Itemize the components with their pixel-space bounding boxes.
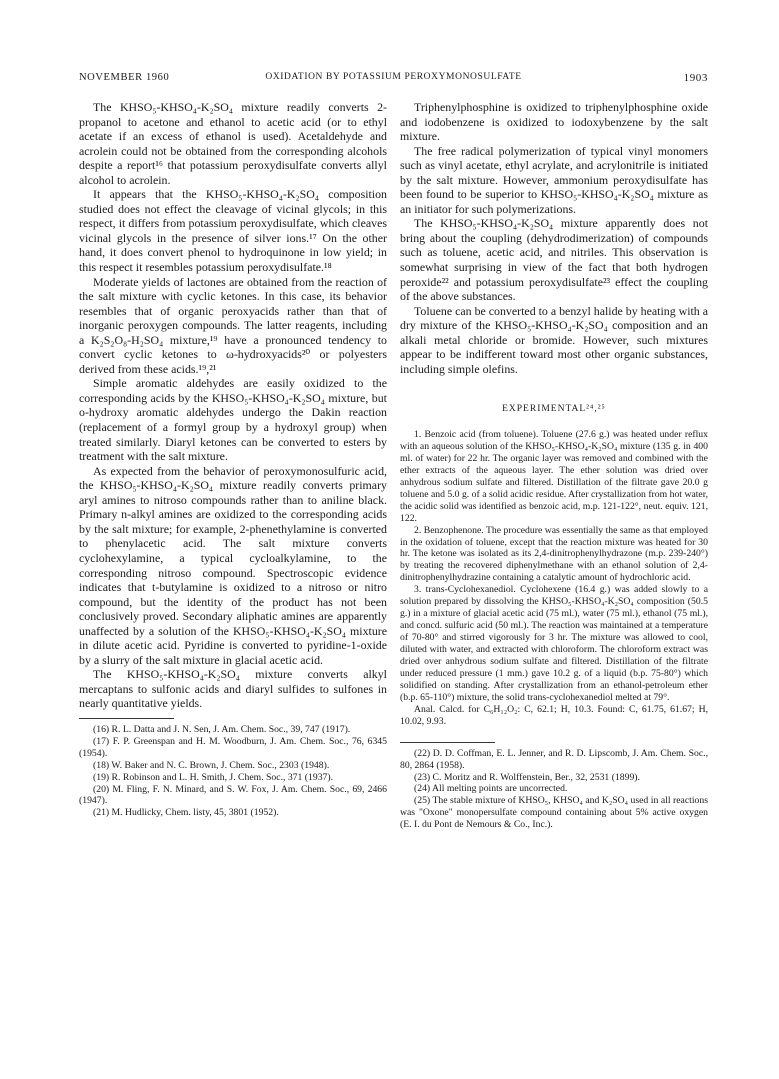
body-paragraph: The free radical polymerization of typical vinyl monomers such as vinyl acetate, ethyl acrylate, and acrylonitrile is initiated by the salt mixture. However, ammonium peroxydisulfate has been found to be superior to KHSO₅-KHSO₄-K₂SO₄ mixture as an initiator for such polymerizations.	[400, 143, 708, 216]
footnote: (21) M. Hudlicky, Chem. listy, 45, 3801 (1952).	[93, 807, 279, 819]
body-paragraph: It appears that the KHSO₅-KHSO₄-K₂SO₄ composition studied does not effect the cleavage of vicinal glycols; in this respect, it differs from potassium peroxydisulfate, which cleaves vicinal glycols in the presence of silver ions.¹⁷ On the other hand, it does convert phenol to hydroquinone in low yield; in this respect it resembles potassium peroxydisulfate.¹⁸	[79, 187, 387, 275]
body-paragraph: Simple aromatic aldehydes are easily oxidized to the corresponding acids by the KHSO₅-KHSO₄-K₂SO₄ mixture, but o-hydroxy aromatic aldehydes undergo the Dakin reaction (replacement of a formyl group by a hydroxyl group) when treated similarly. Diaryl ketones can be converted to esters by treatment with the salt mixture.	[79, 376, 387, 464]
footnote: (20) M. Fling, F. N. Minard, and S. W. Fox, J. Am. Chem. Soc., 69, 2466 (1947).	[79, 783, 387, 807]
body-paragraph: The KHSO₅-KHSO₄-K₂SO₄ mixture apparently does not bring about the coupling (dehydrodimerization) of compounds such as toluene, acetic acid, and nitriles. This observation is somewhat surprising in view of the fact that both hydrogen peroxide²² and potassium peroxydisulfate²³ effect the coupling of the above substances.	[400, 216, 708, 304]
body-paragraph: The KHSO₅-KHSO₄-K₂SO₄ mixture converts alkyl mercaptans to sulfonic acids and diaryl sulfides to sulfones in nearly quantitative yields.	[79, 667, 387, 711]
experimental-paragraph: 2. Benzophenone. The procedure was essentially the same as that employed in the oxidation of toluene, except that the reaction mixture was heated for 30 hr. The ketone was isolated as its 2,4-dinitrophenylhydrazone (m.p. 239-240°) by treating the recovered diphenylmethane with an ethanol solution of 2,4-dinitrophenylhydrazine containing a catalytic amount of hydrochloric acid.	[400, 524, 708, 584]
left-column	[79, 100, 387, 819]
footnote: (19) R. Robinson and L. H. Smith, J. Chem. Soc., 371 (1937).	[93, 771, 334, 783]
issue-date: NOVEMBER 1960	[79, 72, 170, 83]
experimental-paragraph: 1. Benzoic acid (from toluene). Toluene (27.6 g.) was heated under reflux with an aqueous solution of the KHSO₅-KHSO₄-K₂SO₄ mixture (135 g. in 400 ml. of water) for 22 hr. The organic layer was removed and combined with the ether extracts of the aqueous layer. The ether solution was dried over anhydrous sodium sulfate and filtered. Distillation of the filtrate gave 20.0 g toluene and 5.0 g. of a solid acidic residue. After crystallization from hot water, the acidic solid was identified as benzoic acid, m.p. 121-122°, neut. equiv. 121, 122.	[400, 428, 708, 524]
experimental-heading: EXPERIMENTAL²⁴,²⁵	[502, 404, 606, 415]
footnote: (16) R. L. Datta and J. N. Sen, J. Am. Chem. Soc., 39, 747 (1917).	[93, 723, 351, 735]
running-title: OXIDATION BY POTASSIUM PEROXYMONOSULFATE	[265, 72, 522, 82]
footnote-rule	[400, 742, 495, 743]
body-paragraph: The KHSO₅-KHSO₄-K₂SO₄ mixture readily converts 2-propanol to acetone and ethanol to acetic acid (or to ethyl acetate if an excess of ethanol is used). Acetaldehyde and acrolein could not be obtained from the corresponding alcohols despite a report¹⁶ that potassium peroxydisulfate converts allyl alcohol to acrolein.	[79, 100, 387, 187]
body-paragraph: As expected from the behavior of peroxymonosulfuric acid, the KHSO₅-KHSO₄-K₂SO₄ mixture readily converts primary aryl amines to nitroso compounds rather than to aniline black. Primary n-alkyl amines are oxidized to the corresponding acids by the salt mixture; for example, 2-phenethylamine is converted to phenylacetic acid. The salt mixture converts cyclohexylamine, a typical cycloalkylamine, to the corresponding nitroso compound. Spectroscopic evidence indicates that t-butylamine is oxidized to a nitroso or nitro compound, but the identity of the product has not been conclusively proved. Secondary aliphatic amines are apparently unaffected by a solution of the KHSO₅-KHSO₄-K₂SO₄ mixture in dilute acetic acid. Pyridine is converted to pyridine-1-oxide by a slurry of the salt mixture in glacial acetic acid.	[79, 463, 387, 667]
page-number: 1903	[683, 72, 708, 84]
footnote: (24) All melting points are uncorrected.	[414, 783, 568, 795]
running-head	[79, 72, 708, 86]
footnote: (17) F. P. Greenspan and H. M. Woodburn, J. Am. Chem. Soc., 76, 6345 (1954).	[79, 735, 387, 759]
footnote: (23) C. Moritz and R. Wolffenstein, Ber., 32, 2531 (1899).	[414, 771, 640, 783]
footnote: (18) W. Baker and N. C. Brown, J. Chem. Soc., 2303 (1948).	[93, 759, 330, 771]
body-paragraph: Toluene can be converted to a benzyl halide by heating with a dry mixture of the KHSO₅-KHSO₄-K₂SO₄ composition and an alkali metal chloride or bromide. However, such mixtures appear to be indifferent toward most other organic substances, including simple olefins.	[400, 303, 709, 376]
right-column	[400, 100, 708, 831]
body-paragraph: Triphenylphosphine is oxidized to triphenylphosphine oxide and iodobenzene is oxidized to iodoxybenzene by the salt mixture.	[400, 100, 708, 144]
footnote: (25) The stable mixture of KHSO₅, KHSO₄ and K₂SO₄ used in all reactions was "Oxone" monopersulfate compound containing about 5% active oxygen (E. I. du Pont de Nemours & Co., Inc.).	[400, 795, 708, 831]
footnote-rule	[79, 718, 174, 719]
footnote: (22) D. D. Coffman, E. L. Jenner, and R. D. Lipscomb, J. Am. Chem. Soc., 80, 2864 (1958).	[400, 747, 708, 771]
body-paragraph: Moderate yields of lactones are obtained from the reaction of the salt mixture with cyclic ketones. In this case, its behavior resembles that of organic peroxyacids rather than that of inorganic peroxygen compounds. The latter reagents, including a K₂S₂O₈-H₂SO₄ mixture,¹⁹ have a pronounced tendency to convert cyclic ketones to ω-hydroxyacids²⁰ or polyesters derived from these acids.¹⁹,²¹	[79, 274, 387, 376]
experimental-paragraph: 3. trans-Cyclohexanediol. Cyclohexene (16.4 g.) was added slowly to a solution prepared by dissolving the KHSO₅-KHSO₄-K₂SO₄ composition (50.5 g.) in a mixture of glacial acetic acid (75 ml.), water (75 ml.), ethanol (75 ml.), and concd. sulfuric acid (50 ml.). The reaction was maintained at a temperature of 70-80° and stirred vigorously for 3 hr. The mixture was allowed to cool, diluted with water, and extracted with chloroform. The chloroform extract was dried over anhydrous sodium sulfate and filtered. Distillation of the filtrate under reduced pressure (1 mm.) gave 10.2 g. of a liquid (b.p. 75-80°) which solidified on standing. After crystallization from an ethanol-petroleum ether (b.p. 65-110°) mixture, the solid trans-cyclohexanediol melted at 79°.	[400, 584, 708, 703]
experimental-paragraph: Anal. Calcd. for C₆H₁₂O₂: C, 62.1; H, 10.3. Found: C, 61.75, 61.67; H, 10.02, 9.93.	[400, 703, 708, 727]
